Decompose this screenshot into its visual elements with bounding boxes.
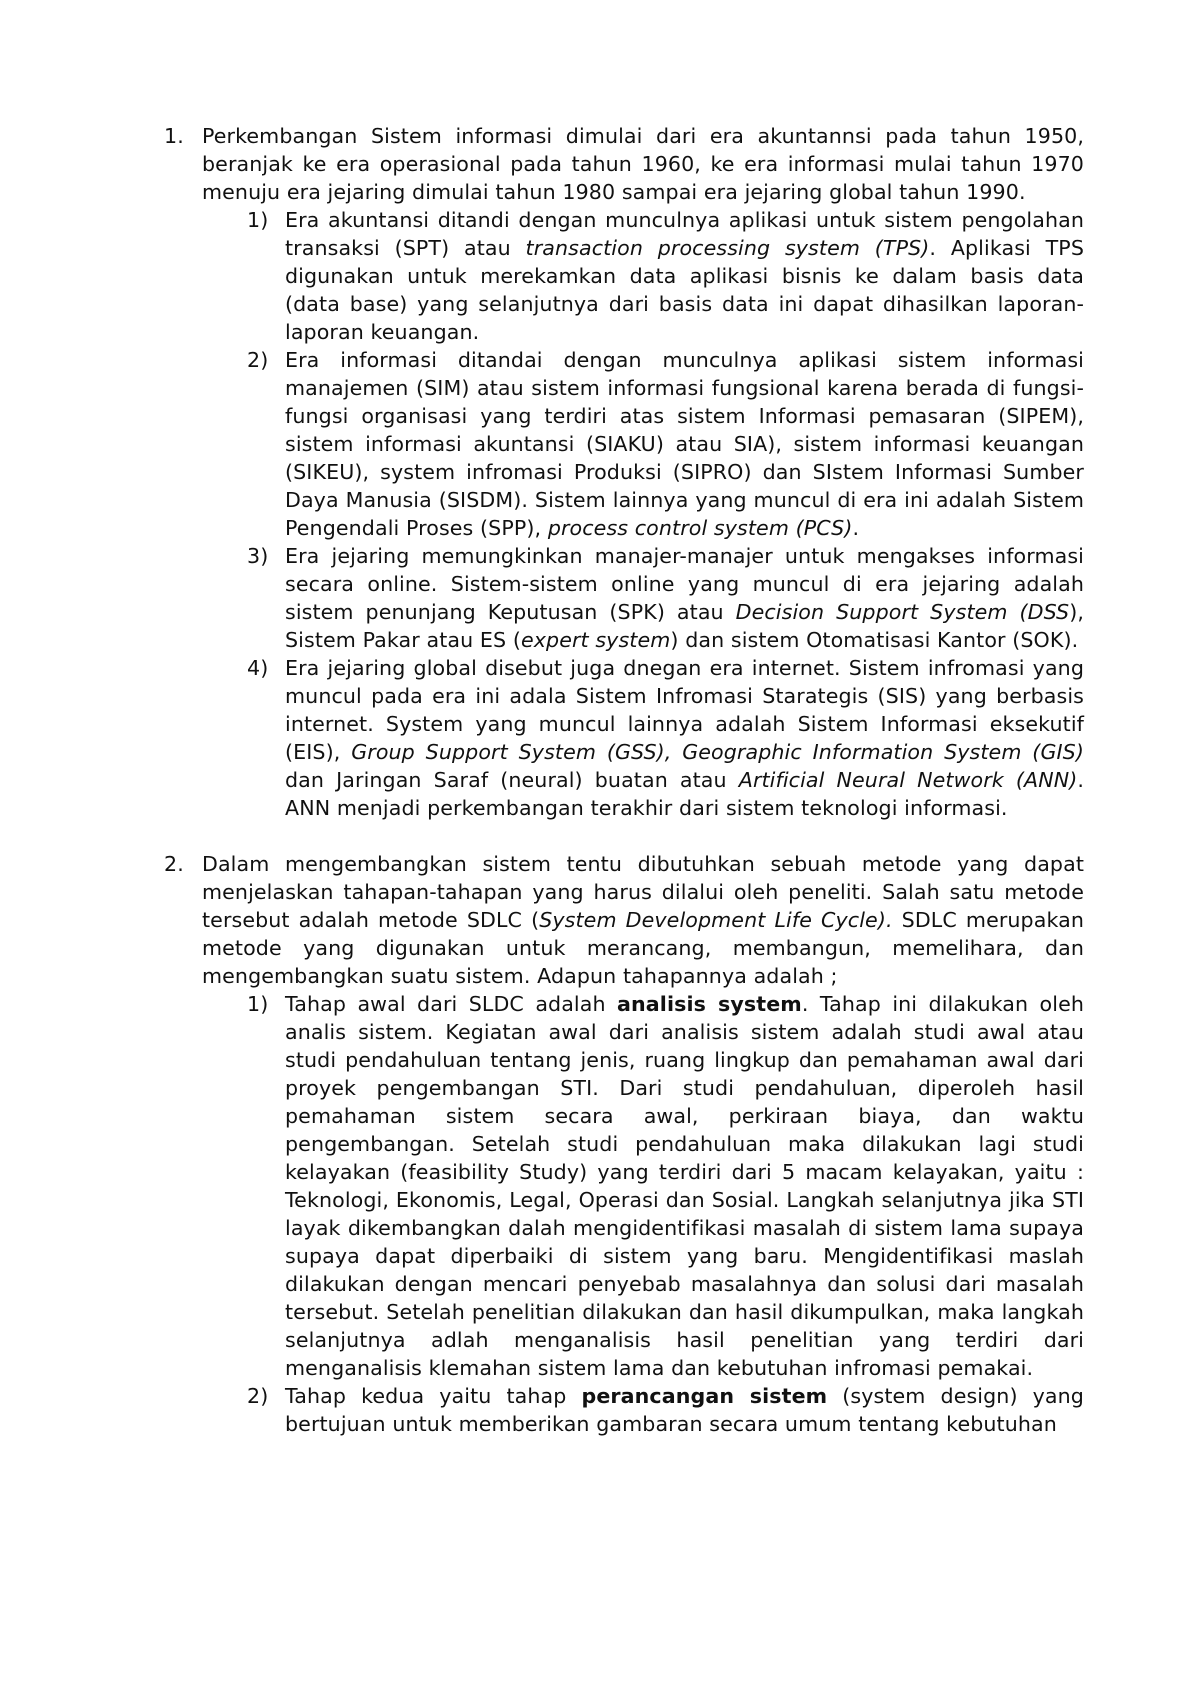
list-number: 1. <box>164 124 184 148</box>
text-run: . <box>852 516 860 540</box>
document-body <box>164 122 1084 1438</box>
text-run: Dalam mengembangkan sistem tentu dibutuhkan sebuah metode yang dapat menjelaskan tahapan-tahapan yang harus dilalui oleh peneliti. Salah satu metode tersebut adalah metode SDLC ( <box>202 852 1084 932</box>
paragraph <box>285 1382 1084 1438</box>
text-run: ), Sistem Pakar atau ES ( <box>285 600 1084 652</box>
text-run: ) dan sistem Otomatisasi Kantor (SOK). <box>670 628 1079 652</box>
list-number: 2. <box>164 852 184 876</box>
paragraph <box>285 990 1084 1382</box>
sublist <box>247 206 1084 822</box>
text-run: Era akuntansi ditandi dengan munculnya aplikasi untuk sistem pengolahan transaksi (SPT) atau <box>285 208 1084 260</box>
paragraph <box>285 206 1084 346</box>
text-run: Tahap awal dari SLDC adalah <box>285 992 618 1016</box>
list-item-1 <box>164 122 1084 822</box>
text-run: (system design) yang bertujuan untuk memberikan gambaran secara umum tentang kebutuhan <box>285 1384 1084 1436</box>
paragraph <box>202 122 1084 206</box>
list-item-2 <box>164 850 1084 1438</box>
text-run: Era informasi ditandai dengan munculnya aplikasi sistem informasi manajemen (SIM) atau sistem informasi fungsional karena berada di fungsi-fungsi organisasi yang terdiri atas sistem Informasi pemasaran (SIPEM), sistem informasi akuntansi (SIAKU) atau SIA), sistem informasi keuangan (SIKEU), system infromasi Produksi (SIPRO) dan SIstem Informasi Sumber Daya Manusia (SISDM). Sistem lainnya yang muncul di era ini adalah Sistem Pengendali Proses (SPP), <box>285 348 1084 540</box>
sublist-number: 2) <box>247 1384 269 1408</box>
italic-term: Artificial Neural Network (ANN) <box>738 768 1078 792</box>
sublist <box>247 990 1084 1438</box>
blank-line <box>164 822 1084 850</box>
italic-term: expert system <box>520 628 671 652</box>
text-run: . Tahap ini dilakukan oleh analis sistem. Kegiatan awal dari analisis sistem adalah studi awal atau studi pendahuluan tentang jenis, ruang lingkup dan pemahaman awal dari proyek pengembangan STI. Dari studi pendahuluan, diperoleh hasil pemahaman sistem secara awal, perkiraan biaya, dan waktu pengembangan. Setelah studi pendahuluan maka dilakukan lagi studi kelayakan (feasibility Study) yang terdiri dari 5 macam kelayakan, yaitu : Teknologi, Ekonomis, Legal, Operasi dan Sosial. Langkah selanjutnya jika STI layak dikembangkan dalah mengidentifikasi masalah di sistem lama supaya supaya dapat diperbaiki di sistem yang baru. Mengidentifikasi maslah dilakukan dengan mencari penyebab masalahnya dan solusi dari masalah tersebut. Setelah penelitian dilakukan dan hasil dikumpulkan, maka langkah selanjutnya adlah menganalisis hasil penelitian yang terdiri dari menganalisis klemahan sistem lama dan kebutuhan infromasi pemakai. <box>285 992 1084 1380</box>
text-run: . Aplikasi TPS digunakan untuk merekamkan data aplikasi bisnis ke dalam basis data (data base) yang selanjutnya dari basis data ini dapat dihasilkan laporan-laporan keuangan. <box>285 236 1084 344</box>
sublist-item-3 <box>247 542 1084 654</box>
bold-term: analisis system <box>617 992 802 1016</box>
italic-term: Group Support System (GSS), Geographic Information System (GIS) <box>351 740 1084 764</box>
sublist-item-1 <box>247 206 1084 346</box>
text-run: Era jejaring global disebut juga dnegan era internet. Sistem infromasi yang muncul pada era ini adala Sistem Infromasi Starategis (SIS) yang berbasis internet. System yang muncul lainnya adalah Sistem Informasi eksekutif (EIS), <box>285 656 1084 764</box>
paragraph <box>285 654 1084 822</box>
sublist-number: 2) <box>247 348 269 372</box>
sublist-number: 4) <box>247 656 269 680</box>
text-run: . ANN menjadi perkembangan terakhir dari sistem teknologi informasi. <box>285 768 1084 820</box>
text-run: dan Jaringan Saraf (neural) buatan atau <box>285 768 739 792</box>
text-run: SDLC merupakan metode yang digunakan untuk merancang, membangun, memelihara, dan mengembangkan suatu sistem. Adapun tahapannya adalah ; <box>202 908 1084 988</box>
paragraph <box>202 850 1084 990</box>
text-run: Perkembangan Sistem informasi dimulai dari era akuntannsi pada tahun 1950, beranjak ke era operasional pada tahun 1960, ke era informasi mulai tahun 1970 menuju era jejaring dimulai tahun 1980 sampai era jejaring global tahun 1990. <box>202 124 1084 204</box>
sublist-item-2 <box>247 346 1084 542</box>
sublist-item-2 <box>247 1382 1084 1438</box>
italic-term: Decision Support System (DSS <box>735 600 1070 624</box>
sublist-number: 1) <box>247 992 269 1016</box>
sublist-item-4 <box>247 654 1084 822</box>
text-run: Era jejaring memungkinkan manajer-manajer untuk mengakses informasi secara online. Sistem-sistem online yang muncul di era jejaring adalah sistem penunjang Keputusan (SPK) atau <box>285 544 1084 624</box>
text-run: Tahap kedua yaitu tahap <box>285 1384 582 1408</box>
italic-term: transaction processing system (TPS) <box>525 236 930 260</box>
sublist-number: 3) <box>247 544 269 568</box>
paragraph <box>285 542 1084 654</box>
sublist-item-1 <box>247 990 1084 1382</box>
bold-term: perancangan sistem <box>581 1384 828 1408</box>
paragraph <box>285 346 1084 542</box>
sublist-number: 1) <box>247 208 269 232</box>
italic-term: System Development Life Cycle). <box>539 908 893 932</box>
italic-term: process control system (PCS) <box>547 516 853 540</box>
